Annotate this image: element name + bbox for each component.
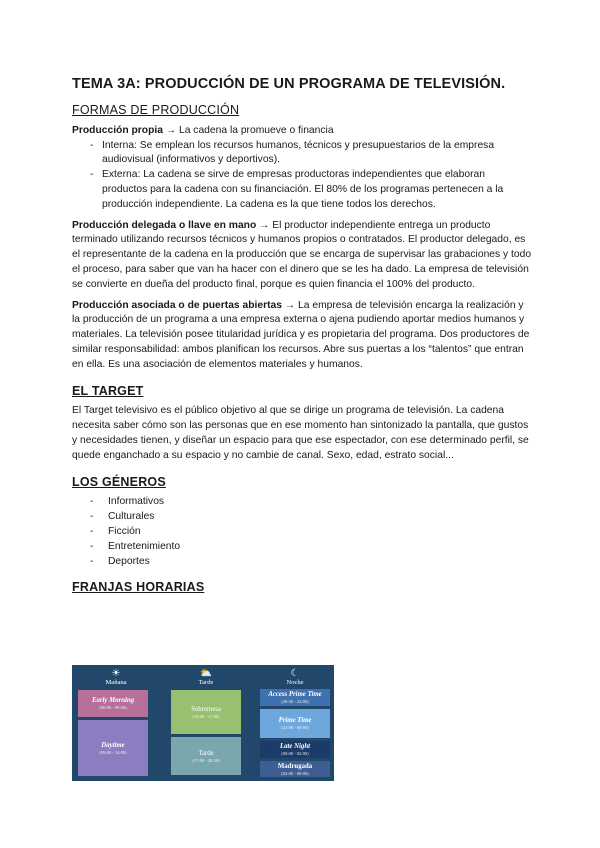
paragraph-target: El Target televisivo es el público objetivo al que se dirige un programa de televisión. La cadena necesita saber cómo son las personas que en ese momento han sintonizado la pantalla, que gustos y necesidades tienen, y diseñar un espacio para que ese espectador, con ese determinado perfil, se quede enganchado a su espacio y no cambie de canal. Sexo, edad, estrato social... <box>72 405 529 461</box>
slot-name: Early Morning <box>91 697 135 704</box>
list-item: - Externa: La cadena se sirve de empresas productoras independientes que elaboran productos para la cadena con su financiación. El 80% de los programas pertenecen a la producción independiente. La cadena es la que tiene todos los derechos. <box>72 168 532 212</box>
slot-name: Prime Time <box>278 717 312 724</box>
paragraph-propia <box>72 124 532 139</box>
term-asociada: Producción asociada o de puertas abiertas <box>72 299 283 311</box>
slot-time: (17:00 - 20:30) <box>192 757 220 763</box>
slot-name: Daytime <box>101 741 125 749</box>
slot-time: (02:00 - 06:00) <box>281 770 309 776</box>
cloud-sun-icon: ⛅ <box>199 668 213 679</box>
slot-time: (09:00 - 14:00) <box>99 749 127 755</box>
section-franjas <box>72 580 532 595</box>
slot-tarde <box>171 737 241 775</box>
slot-late-night <box>260 741 330 758</box>
column-label: Noche <box>286 679 304 686</box>
list-item: - Culturales <box>72 510 532 525</box>
section-heading-generos: LOS GÉNEROS <box>72 474 166 489</box>
section-heading-target: EL TARGET <box>72 383 144 398</box>
column-head-tarde <box>170 668 242 686</box>
section-formas <box>72 103 532 373</box>
slot-daytime <box>78 720 148 776</box>
slot-time: (06:00 - 09:00) <box>99 705 127 710</box>
list-item: - Informativos <box>72 495 532 510</box>
text-delegada: → El productor independiente entrega un producto terminado utilizando recursos técnicos y humanos propios o contratados. El productor delegado, es el representante de la cadena en la producción que se encarga de supervisar las grabaciones y todo el proceso, para saber que van ha hacer con el dinero que se les ha dado. La empresa de televisión se convierte en dueña del producto final, porque es quien financia el 100% del producto. <box>72 219 532 290</box>
column-head-manana <box>82 668 150 686</box>
term-propia: Producción propia <box>72 124 163 136</box>
slot-name: Access Prime Time <box>268 691 322 698</box>
slot-time: (14:00 - 17:00) <box>192 713 220 719</box>
list-item: - Entretenimiento <box>72 540 532 555</box>
section-heading-franjas: FRANJAS HORARIAS <box>72 580 205 595</box>
column-label: Tarde <box>198 679 214 686</box>
section-heading-formas: FORMAS DE PRODUCCIÓN <box>72 103 240 117</box>
slot-name: Madrugada <box>277 762 313 770</box>
slot-early-morning <box>78 690 148 717</box>
moon-icon: ☾ <box>290 668 300 679</box>
slot-prime-time <box>260 709 330 738</box>
list-item: - Ficción <box>72 525 532 540</box>
document-title: TEMA 3A: PRODUCCIÓN DE UN PROGRAMA DE TELEVISIÓN. <box>72 76 506 92</box>
time-slots-diagram <box>72 665 334 781</box>
slot-time: (20:30 - 22:00) <box>281 699 309 704</box>
slot-access-prime-time <box>260 689 330 706</box>
paragraph-delegada <box>72 219 532 293</box>
section-target <box>72 384 532 464</box>
sun-icon: ☀ <box>111 668 121 679</box>
section-generos <box>72 475 532 570</box>
slot-madrugada <box>260 761 330 777</box>
paragraph-asociada <box>72 299 532 373</box>
text-propia: → La cadena la promueve o financia <box>162 124 334 136</box>
slot-name: Late Night <box>279 743 311 750</box>
document-body <box>72 103 532 606</box>
generos-list <box>72 495 532 569</box>
slot-time: (22:00 - 00:00) <box>281 725 309 730</box>
text-asociada: → La empresa de televisión encarga la realización y la producción de un programa a una empresa externa o ajena pudiendo aportar medios humanos y materiales. La televisión posee titularidad jurídica y es propietaria del programa. Dos productores de similar responsabilidad: ambos planifican los recursos. Abre sus puertas a los “talentos” que entran en ella. Es una asociación de elementos materiales y humanos. <box>72 299 530 370</box>
slot-time: (00:00 - 02:00) <box>281 751 309 756</box>
column-head-noche <box>260 668 330 686</box>
list-item: - Deportes <box>72 555 532 570</box>
column-label: Mañana <box>105 679 127 686</box>
list-item: - Interna: Se emplean los recursos humanos, técnicos y presupuestarios de la empresa audiovisual (informativos y deportivos). <box>72 139 532 169</box>
slot-name: Tarde <box>198 749 214 757</box>
propia-list <box>72 139 532 213</box>
term-delegada: Producción delegada o llave en mano <box>72 219 257 231</box>
slot-name: Sobremesa <box>191 705 221 713</box>
slot-sobremesa <box>171 690 241 734</box>
